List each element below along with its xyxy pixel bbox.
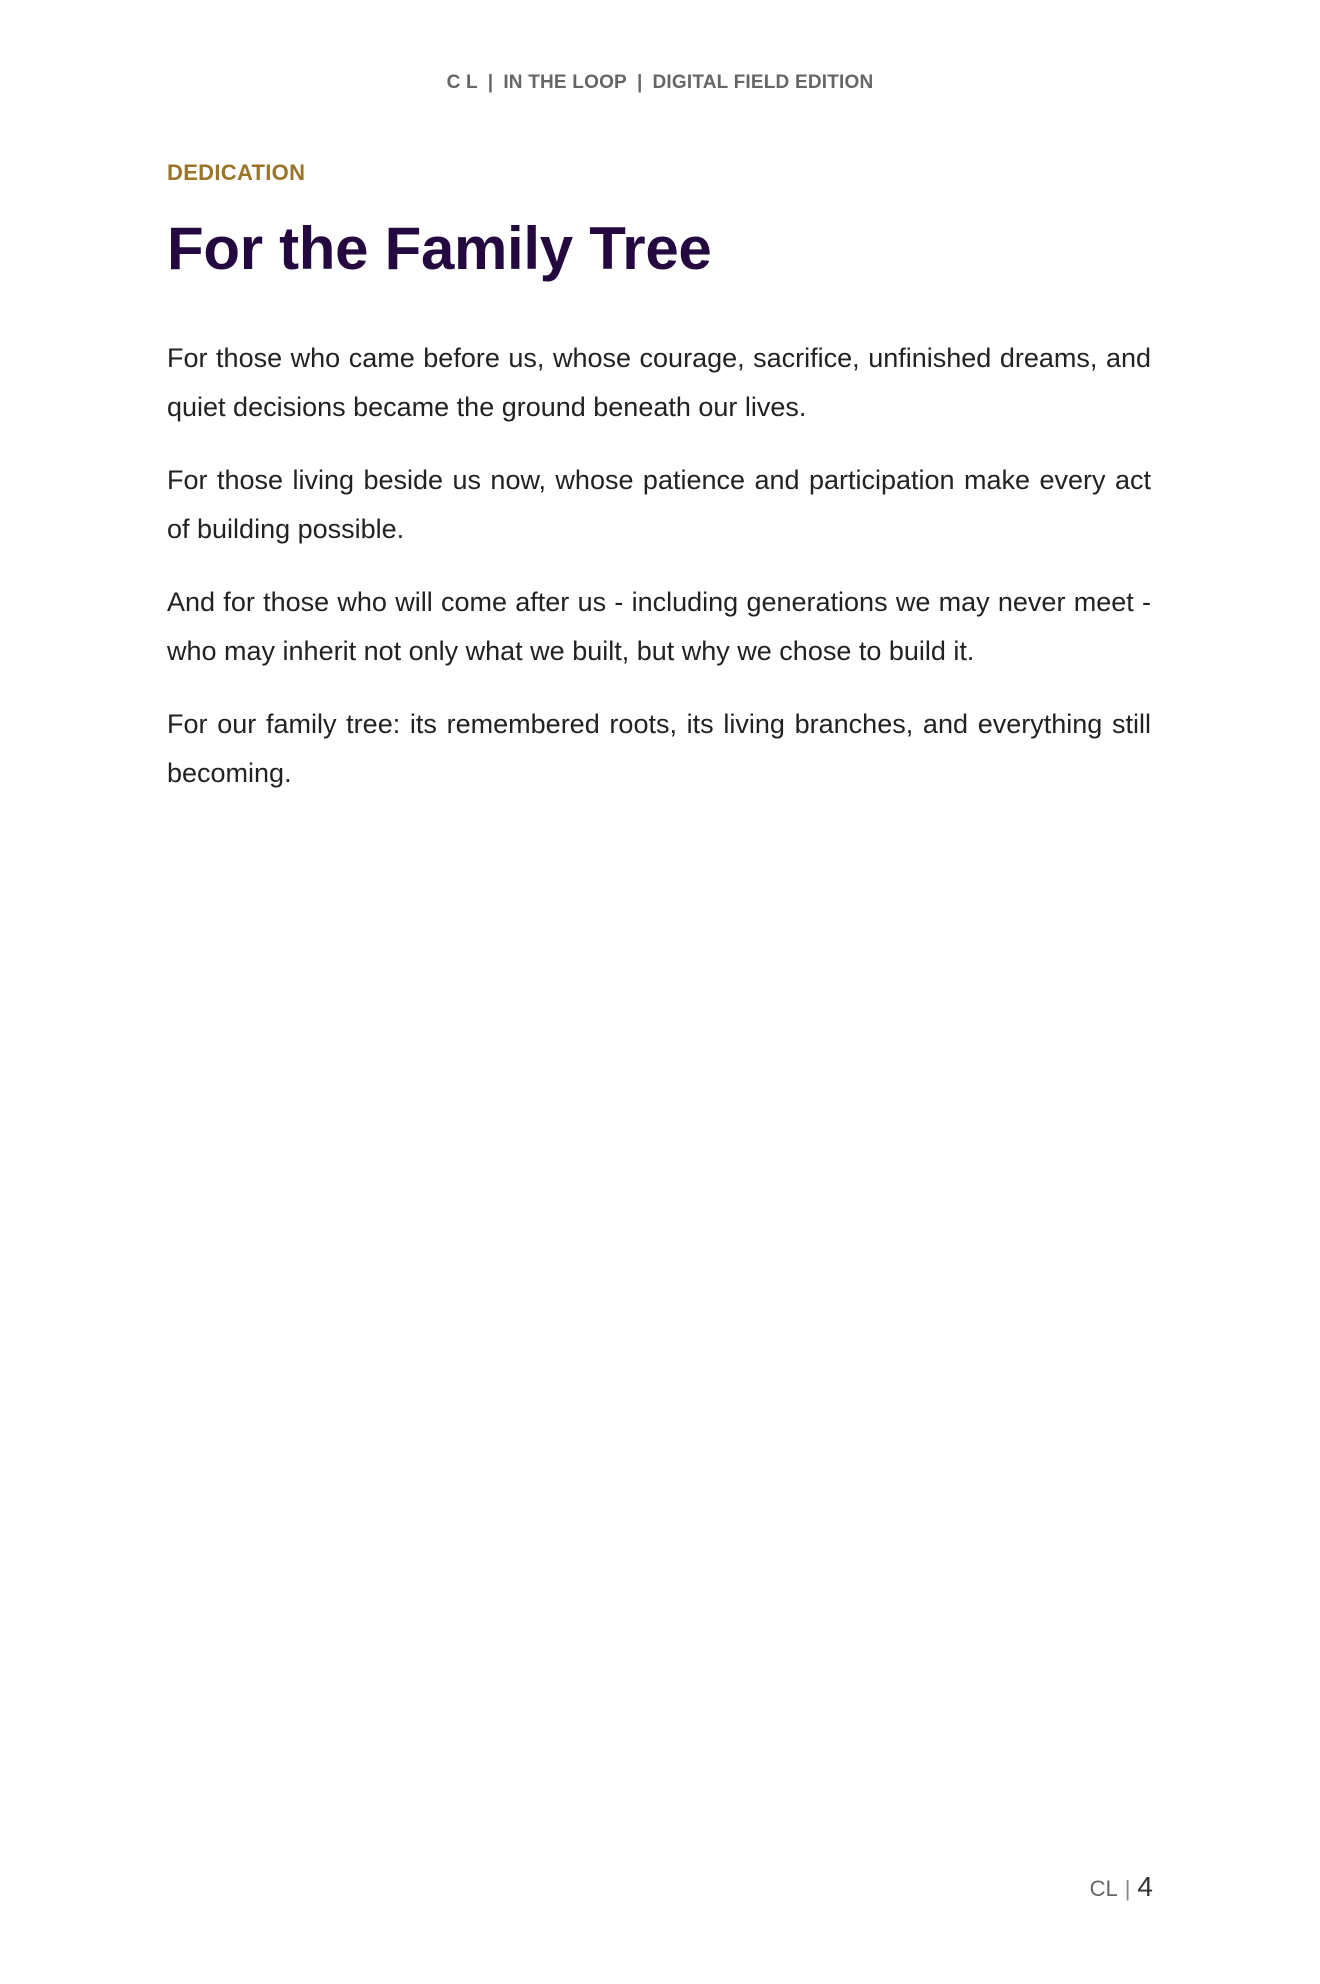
header-edition: DIGITAL FIELD EDITION bbox=[652, 72, 874, 93]
page-title: For the Family Tree bbox=[167, 215, 712, 282]
footer-label: CL bbox=[1089, 1876, 1118, 1901]
paragraph: For those living beside us now, whose patience and participation make every act of building possible. bbox=[167, 465, 1151, 544]
header-separator: | bbox=[636, 72, 643, 93]
paragraph: And for those who will come after us - including generations we may never meet - who may inherit not only what we built, but why we chose to build it. bbox=[167, 587, 1151, 666]
dedication-body bbox=[167, 334, 1151, 798]
page-footer bbox=[1090, 1871, 1153, 1903]
header-initials: C L bbox=[446, 72, 478, 93]
header-series: IN THE LOOP bbox=[503, 72, 627, 93]
footer-separator: | bbox=[1124, 1876, 1131, 1901]
header-separator: | bbox=[487, 72, 494, 93]
running-header bbox=[0, 72, 1320, 94]
paragraph: For those who came before us, whose courage, sacrifice, unfinished dreams, and quiet decisions became the ground beneath our lives. bbox=[167, 343, 1151, 422]
page-number: 4 bbox=[1137, 1871, 1153, 1902]
section-kicker: DEDICATION bbox=[167, 160, 306, 185]
paragraph: For our family tree: its remembered roots, its living branches, and everything still becoming. bbox=[167, 709, 1151, 788]
main-content bbox=[167, 160, 1151, 822]
